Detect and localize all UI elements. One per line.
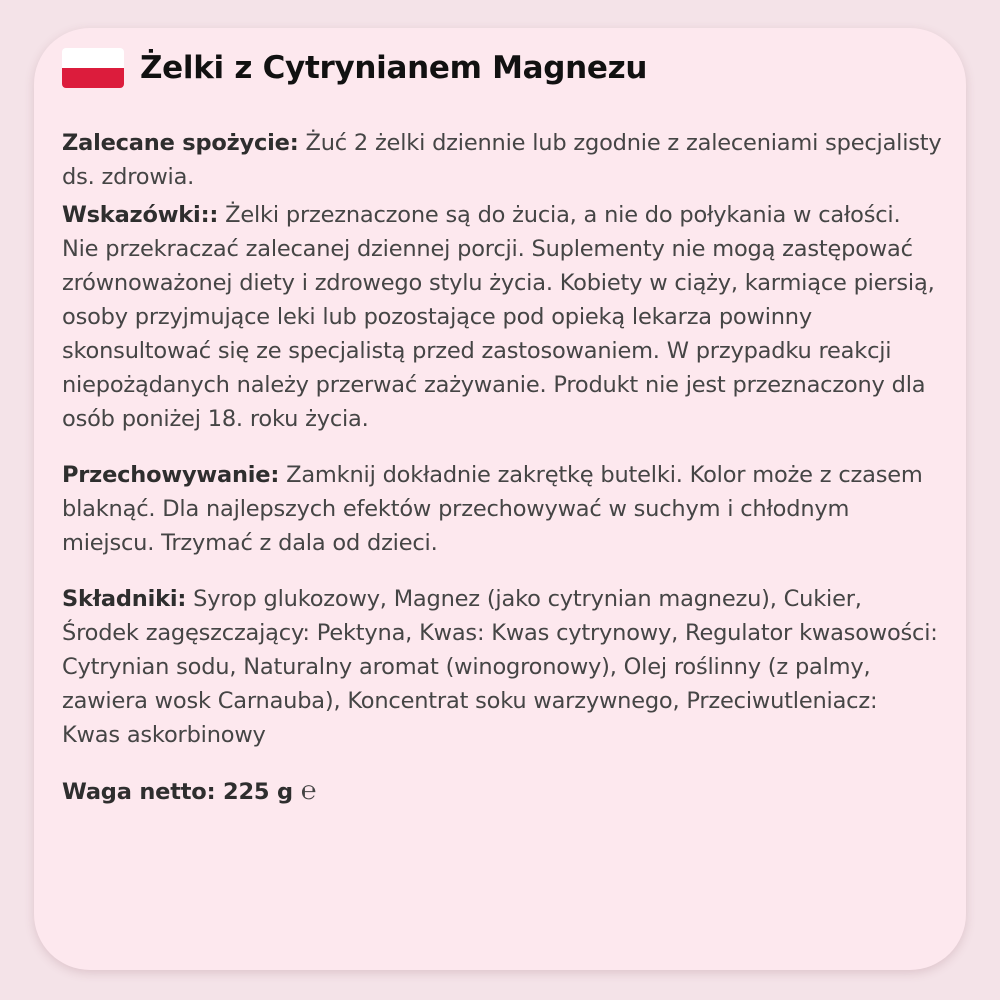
usage-label: Zalecane spożycie: [62,130,299,156]
ingredients-label: Składniki: [62,586,187,612]
storage-paragraph [62,458,942,560]
ingredients-text: Syrop glukozowy, Magnez (jako cytrynian magnezu), Cukier, Środek zagęszczający: Pektyna, Kwas: Kwas cytrynowy, Regulator kwasowości: Cytrynian sodu, Naturalny aromat (winogronowy), Olej roślinny (z palmy, zawiera wosk Carnauba), Koncentrat soku warzywnego, Przeciwutleniacz: Kwas askorbinowy [62,586,938,748]
tips-paragraph [62,198,942,436]
net-weight: Waga netto: 225 g [62,779,293,805]
usage-text: Żuć 2 żelki dziennie lub zgodnie z zaleceniami specjalisty ds. zdrowia. [62,130,942,190]
content [62,126,942,809]
tips-text: Żelki przeznaczone są do żucia, a nie do połykania w całości. Nie przekraczać zalecanej dziennej porcji. Suplementy nie mogą zastępować zrównoważonej diety i zdrowego stylu życia. Kobiety w ciąży, karmiące piersią, osoby przyjmujące leki lub pozostające pod opieką lekarza powinny skonsultować się ze specjalistą przed zastosowaniem. W przypadku reakcji niepożądanych należy przerwać zażywanie. Produkt nie jest przeznaczony dla osób poniżej 18. roku życia. [62,202,935,432]
tips-label: Wskazówki:: [62,202,219,228]
estimated-sign-icon: ℮ [300,776,317,806]
storage-text: Zamknij dokładnie zakrętkę butelki. Kolor może z czasem blaknąć. Dla najlepszych efektów przechowywać w suchym i chłodnym miejscu. Trzymać z dala od dzieci. [62,462,923,556]
label-card [34,28,966,970]
usage-paragraph [62,126,942,194]
storage-label: Przechowywanie: [62,462,280,488]
poland-flag-icon [62,48,124,88]
header [62,46,647,90]
net-weight-paragraph [62,774,942,809]
ingredients-paragraph [62,582,942,752]
page-title: Żelki z Cytrynianem Magnezu [140,50,648,86]
